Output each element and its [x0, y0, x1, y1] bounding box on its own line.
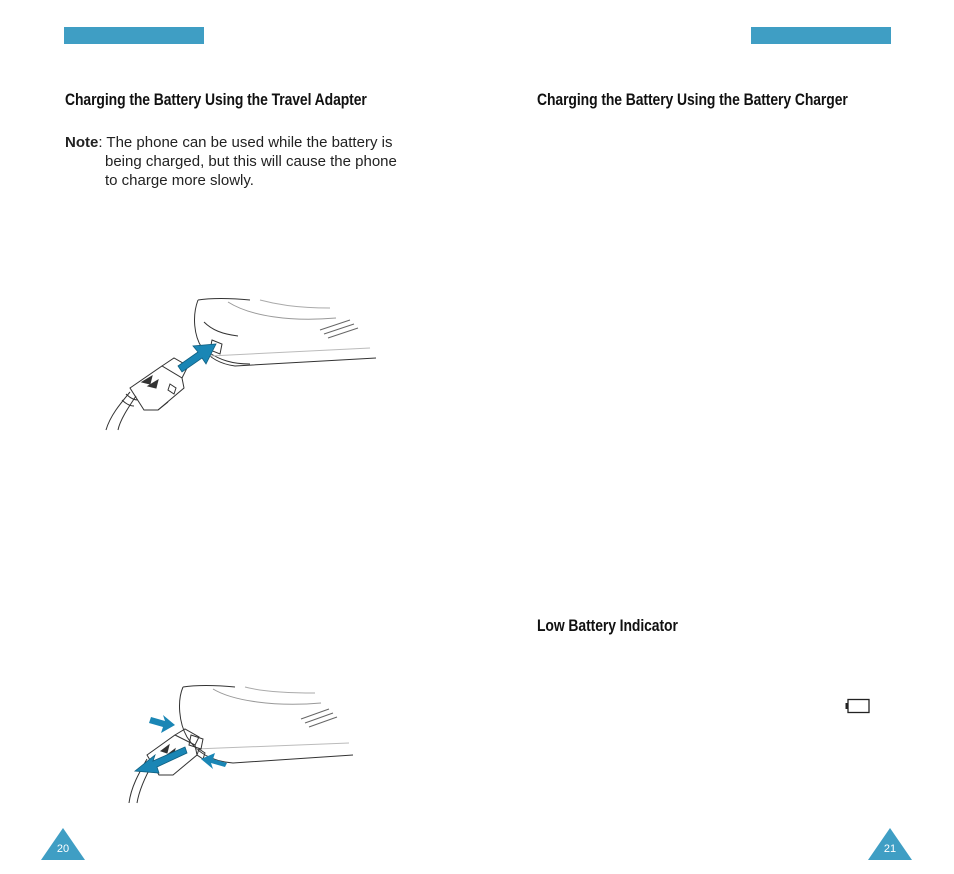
note-line-1: The phone can be used while the battery is	[106, 134, 393, 151]
note-line-3: to charge more slowly.	[105, 172, 254, 189]
plug-adapter-illustration	[100, 296, 380, 432]
heading-travel-adapter: Charging the Battery Using the Travel Adapter	[65, 90, 367, 109]
right-header-bar	[751, 27, 891, 44]
remove-adapter-illustration	[125, 683, 357, 807]
squeeze-arrow-top-icon	[149, 715, 175, 733]
note-label: Note	[65, 134, 99, 151]
note-paragraph	[65, 133, 415, 190]
heading-battery-charger: Charging the Battery Using the Battery Charger	[537, 90, 848, 109]
page-number-left	[41, 828, 85, 860]
page-number-right	[868, 828, 912, 860]
note-separator: :	[98, 134, 107, 151]
insert-arrow-icon	[178, 344, 216, 372]
battery-empty-icon	[845, 698, 871, 714]
note-line-2: being charged, but this will cause the phone	[105, 153, 397, 170]
page-number-left-text: 20	[56, 843, 70, 855]
page-number-right-text: 21	[883, 843, 897, 855]
left-header-bar	[64, 27, 204, 44]
heading-low-battery: Low Battery Indicator	[537, 616, 678, 635]
